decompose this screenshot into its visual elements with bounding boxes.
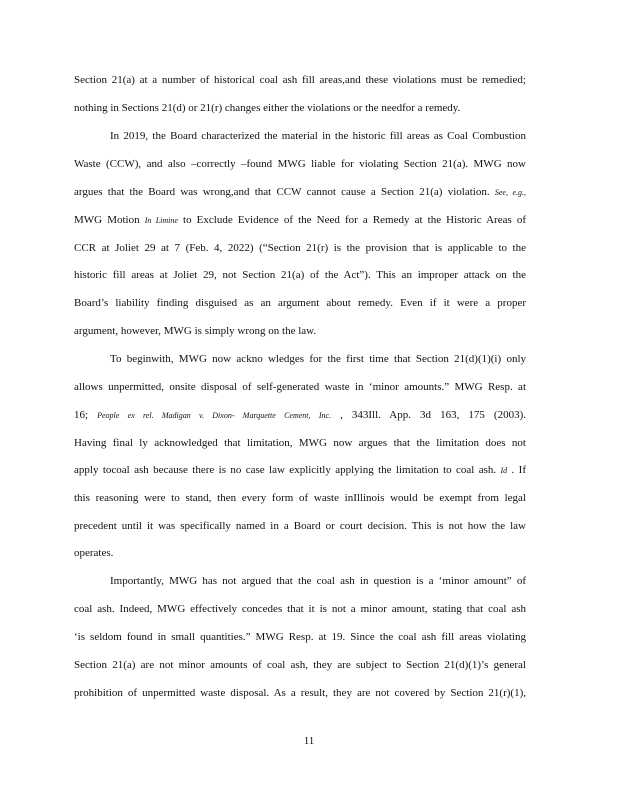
- text-line: Waste (CCW), and also –correctly –found MWG liable for violating Section 21(a). MWG now: [74, 158, 526, 170]
- text-line: Section 21(a) are not minor amounts of coal ash, they are subject to Section 21(d)(1)’s general: [74, 659, 526, 671]
- text-line: 16; People ex rel. Madigan v. Dixon- Marquette Cement, Inc. , 343Ill. App. 3d 163, 175 (2003).: [74, 409, 526, 421]
- text-line: coal ash. Indeed, MWG effectively concedes that it is not a minor amount, stating that coal ash: [74, 603, 526, 615]
- text-line: this reasoning were to stand, then every form of waste inIllinois would be exempt from legal: [74, 492, 526, 504]
- text-line: Section 21(a) at a number of historical coal ash fill areas,and these violations must be remedied;: [74, 74, 526, 86]
- text-line: argues that the Board was wrong,and that CCW cannot cause a Section 21(a) violation. See, e.g.,: [74, 186, 527, 198]
- text-line: operates.: [74, 547, 114, 559]
- text-line: prohibition of unpermitted waste disposal. As a result, they are not covered by Section 21(r)(1),: [74, 687, 526, 699]
- text-line: argument, however, MWG is simply wrong on the law.: [74, 325, 317, 337]
- text-line: nothing in Sections 21(d) or 21(r) changes either the violations or the needfor a remedy.: [74, 102, 461, 114]
- text-line: CCR at Joliet 29 at 7 (Feb. 4, 2022) (“Section 21(r) is the provision that is applicable to the: [74, 242, 526, 254]
- text-line: ‘is seldom found in small quantities.” MWG Resp. at 19. Since the coal ash fill areas violating: [74, 631, 526, 643]
- text-line: MWG Motion In Limine to Exclude Evidence of the Need for a Remedy at the Historic Areas of: [74, 214, 527, 226]
- paragraph-first-line: To beginwith, MWG now ackno wledges for the first time that Section 21(d)(1)(i) only: [110, 353, 526, 365]
- text-line: historic fill areas at Joliet 29, not Section 21(a) of the Act”). This an improper attack on the: [74, 269, 526, 281]
- paragraph-first-line: Importantly, MWG has not argued that the coal ash in question is a ‘minor amount” of: [110, 575, 526, 587]
- text-line: Having final ly acknowledged that limitation, MWG now argues that the limitation does not: [74, 437, 526, 449]
- paragraph-first-line: In 2019, the Board characterized the material in the historic fill areas as Coal Combustion: [110, 130, 526, 142]
- text-line: apply tocoal ash because there is no case law explicitly applying the limitation to coal ash. Id . If: [74, 464, 527, 476]
- text-line: Board’s liability finding disguised as an argument about remedy. Even if it were a proper: [74, 297, 526, 309]
- text-line: precedent until it was specifically named in a Board or court decision. This is not how the law: [74, 520, 526, 532]
- page-number: 11: [303, 735, 315, 747]
- text-line: allows unpermitted, onsite disposal of self-generated waste in ‘minor amounts.” MWG Resp. at: [74, 381, 526, 393]
